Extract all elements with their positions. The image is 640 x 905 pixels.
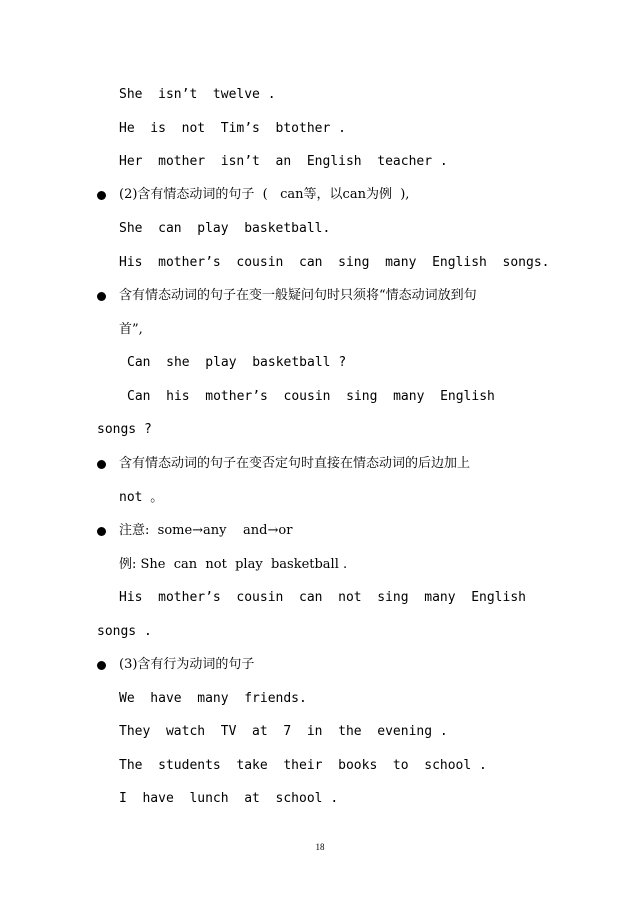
text-line: I have lunch at school . <box>119 791 339 806</box>
text-line: 例: She can not play basketball . <box>119 557 348 572</box>
bullet-icon <box>97 527 106 536</box>
text-line: songs ? <box>97 422 152 437</box>
text-line: 注意: some→any and→or <box>119 523 293 538</box>
text-line: 首”, <box>119 322 143 337</box>
text-line: His mother’s cousin can sing many English songs. <box>119 255 550 270</box>
text-line: (3)含有行为动词的句子 <box>119 657 255 672</box>
bullet-icon <box>97 460 106 469</box>
text-line: Can his mother’s cousin sing many English <box>127 389 495 404</box>
text-line: Can she play basketball ? <box>127 355 347 370</box>
text-line: (2)含有情态动词的句子 ( can等，以can为例 ), <box>119 187 410 202</box>
text-line: 含有情态动词的句子在变否定句时直接在情态动词的后边加上 <box>119 456 471 471</box>
text-line: The students take their books to school . <box>119 758 487 773</box>
text-line: not 。 <box>119 490 164 505</box>
text-line: She can play basketball. <box>119 221 331 236</box>
text-line: 含有情态动词的句子在变一般疑问句时只须将“情态动词放到句 <box>119 288 477 303</box>
text-line: They watch TV at 7 in the evening . <box>119 724 448 739</box>
text-line: Her mother isn’t an English teacher . <box>119 154 448 169</box>
text-line: She isn’t twelve . <box>119 87 276 102</box>
bullet-icon <box>97 292 106 301</box>
text-line: songs . <box>97 624 152 639</box>
bullet-icon <box>97 661 106 670</box>
text-line: His mother’s cousin can not sing many English <box>119 590 526 605</box>
page-number: 18 <box>315 842 325 852</box>
bullet-icon <box>97 191 106 200</box>
text-line: We have many friends. <box>119 691 307 706</box>
text-line: He is not Tim’s btother . <box>119 121 346 136</box>
